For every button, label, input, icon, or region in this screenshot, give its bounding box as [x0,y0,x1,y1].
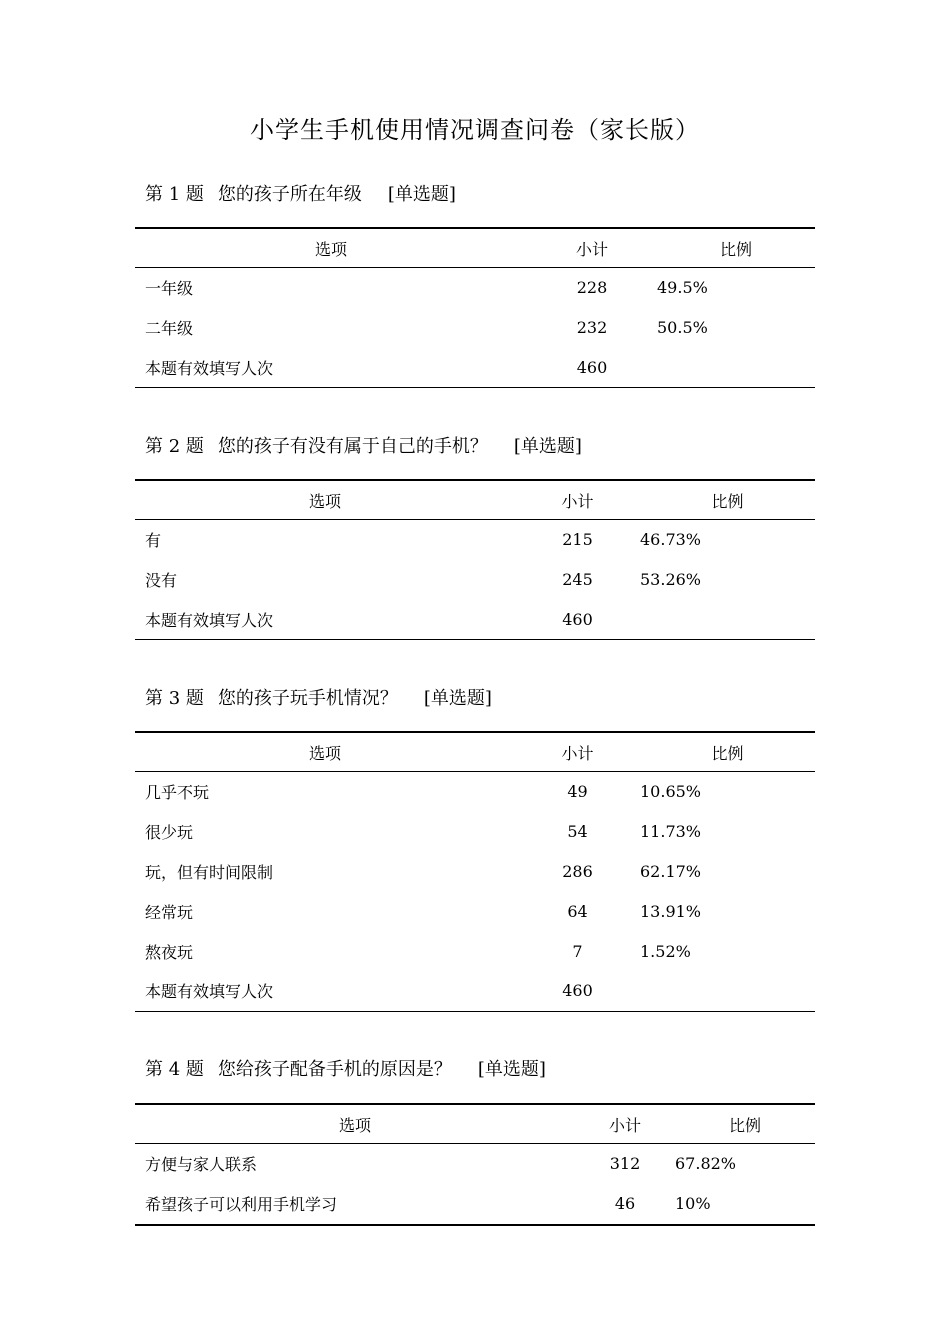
column-header-option: 选项 [135,732,515,772]
table-total-row [135,348,815,388]
count-cell: 228 [576,278,608,298]
table-row [135,852,815,892]
option-cell: 一年级 [145,279,194,299]
question-text: 您的孩子有没有属于自己的手机？ [217,436,488,457]
column-header-count: 小计 [575,1104,675,1144]
count-cell: 54 [567,822,588,842]
ratio-cell [640,600,815,640]
ratio-cell: 10% [675,1184,815,1225]
question-type: [单选题] [477,1059,546,1080]
question-text: 您的孩子所在年级 [217,184,362,205]
ratio-cell: 46.73% [640,530,702,550]
table-row [135,520,815,560]
ratio-cell [657,348,815,388]
option-cell: 经常玩 [145,902,194,922]
table-row [135,1184,815,1225]
table-row [135,891,815,931]
option-cell: 几乎不玩 [145,783,210,803]
count-cell: 245 [562,570,593,590]
question-1-heading [145,180,456,206]
column-header-option: 选项 [135,1104,575,1144]
column-header-ratio: 比例 [640,732,815,772]
column-header-count: 小计 [527,228,657,268]
table-header-row [135,1104,815,1144]
count-cell: 460 [515,600,640,640]
column-header-ratio: 比例 [675,1104,815,1144]
column-header-option: 选项 [135,228,527,268]
count-cell: 7 [572,941,583,961]
ratio-cell: 11.73% [640,822,702,842]
ratio-cell: 10.65% [640,782,702,802]
question-number: 第 3 题 [145,688,204,709]
question-3-table [135,731,815,1012]
ratio-cell: 50.5% [657,318,708,338]
ratio-cell: 49.5% [657,278,708,298]
option-cell: 本题有效填写人次 [135,971,515,1011]
question-type: [单选题] [423,688,492,709]
column-header-count: 小计 [515,480,640,520]
ratio-cell: 13.91% [640,901,702,921]
ratio-cell: 1.52% [640,941,691,961]
option-cell: 有 [145,531,162,551]
count-cell: 215 [562,530,593,550]
question-text: 您给孩子配备手机的原因是？ [217,1059,452,1080]
column-header-count: 小计 [515,732,640,772]
table-row [135,560,815,600]
count-cell: 312 [609,1154,641,1174]
count-cell: 460 [515,971,640,1011]
count-cell: 232 [576,318,608,338]
table-row [135,772,815,812]
question-4-table [135,1103,815,1226]
ratio-cell: 53.26% [640,570,702,590]
question-type: [单选题] [387,184,456,205]
ratio-cell [640,971,815,1011]
option-cell: 本题有效填写人次 [135,348,527,388]
count-cell: 460 [527,348,657,388]
option-cell: 没有 [145,571,178,591]
table-header-row [135,228,815,268]
table-row [135,812,815,852]
table-header-row [135,480,815,520]
table-total-row [135,971,815,1011]
option-cell: 本题有效填写人次 [135,600,515,640]
column-header-ratio: 比例 [640,480,815,520]
table-row [135,1144,815,1184]
table-header-row [135,732,815,772]
question-3-heading [145,684,492,710]
question-number: 第 1 题 [145,184,204,205]
option-cell: 方便与家人联系 [145,1155,258,1175]
question-4-heading [145,1055,546,1081]
question-2-heading [145,432,582,458]
document-title: 小学生手机使用情况调查问卷（家长版） [250,116,700,144]
count-cell: 286 [562,861,593,881]
question-1-table [135,227,815,388]
count-cell: 46 [575,1184,675,1225]
table-row [135,931,815,971]
question-text: 您的孩子玩手机情况？ [217,688,398,709]
question-number: 第 2 题 [145,436,204,457]
option-cell: 熬夜玩 [145,942,194,962]
question-2-table [135,479,815,640]
table-total-row [135,600,815,640]
option-cell: 二年级 [145,319,194,339]
count-cell: 49 [567,782,588,802]
column-header-ratio: 比例 [657,228,815,268]
question-type: [单选题] [513,436,582,457]
ratio-cell: 62.17% [640,861,702,881]
question-number: 第 4 题 [145,1059,204,1080]
count-cell: 64 [567,901,588,921]
table-row [135,268,815,308]
option-cell: 很少玩 [145,823,194,843]
ratio-cell: 67.82% [675,1154,737,1174]
table-row [135,308,815,348]
option-cell: 玩，但有时间限制 [145,862,274,882]
column-header-option: 选项 [135,480,515,520]
option-cell: 希望孩子可以利用手机学习 [135,1184,575,1225]
